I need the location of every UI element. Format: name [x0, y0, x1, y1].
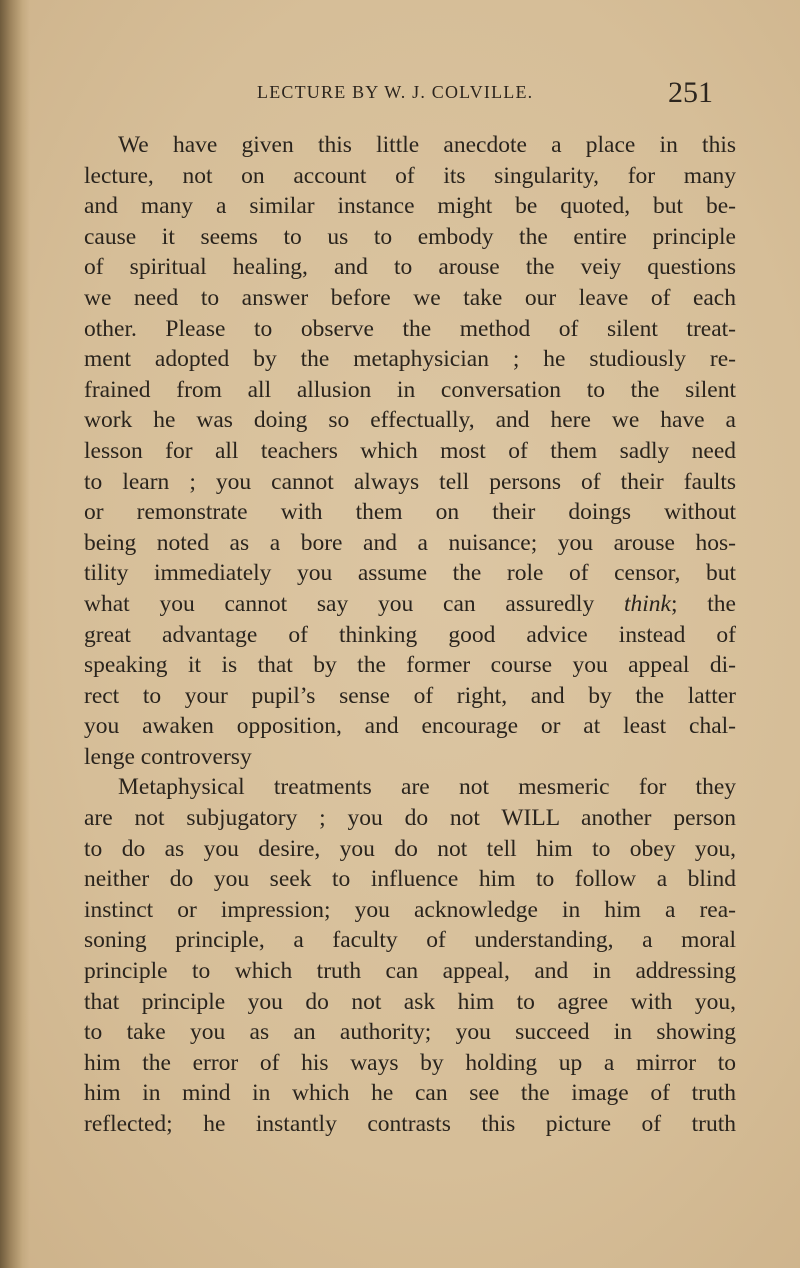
text-line: neither do you seek to influence him to follow a blind: [84, 866, 736, 893]
running-head: LECTURE BY W. J. COLVILLE.: [257, 82, 534, 102]
text-line: rect to your pupil’s sense of right, and by the latter: [84, 682, 736, 709]
text-line: We have given this little anecdote a place in this: [118, 132, 736, 158]
page-header: [0, 76, 800, 110]
text-line: to do as you desire, you do not tell him to obey you,: [84, 835, 736, 862]
text-line: soning principle, a faculty of understanding, a moral: [84, 927, 736, 954]
text-line: tility immediately you assume the role of censor, but: [84, 560, 736, 587]
text-line: to learn ; you cannot always tell persons of their faults: [84, 468, 736, 495]
text-line: reflected; he instantly contrasts this picture of truth: [84, 1111, 736, 1137]
text-line: that principle you do not ask him to agree with you,: [84, 988, 736, 1015]
text-line: are not subjugatory ; you do not WILL another person: [84, 805, 736, 832]
emphasized-word: think: [623, 590, 671, 617]
text-line: or remonstrate with them on their doings without: [84, 499, 736, 526]
text-line: principle to which truth can appeal, and in addressing: [84, 958, 736, 985]
text-line: we need to answer before we take our leave of each: [84, 284, 736, 311]
text-line: and many a similar instance might be quoted, but be-: [84, 193, 736, 220]
text-segment: ; the: [670, 590, 736, 617]
text-line: speaking it is that by the former course you appeal di-: [84, 652, 736, 679]
text-line: him in mind in which he can see the image of truth: [84, 1080, 736, 1107]
text-segment: what you cannot say you can assuredly: [84, 590, 624, 617]
text-line: great advantage of thinking good advice instead of: [84, 621, 736, 648]
text-line: other. Please to observe the method of silent treat-: [84, 315, 736, 342]
text-line: him the error of his ways by holding up a mirror to: [84, 1049, 736, 1076]
body-text: [84, 130, 736, 1140]
text-line: to take you as an authority; you succeed in showing: [84, 1019, 736, 1046]
text-line: being noted as a bore and a nuisance; you arouse hos-: [84, 529, 736, 556]
binding-shadow: [0, 0, 30, 1268]
page-number: 251: [668, 76, 713, 109]
text-line: lecture, not on account of its singularity, for many: [84, 162, 736, 189]
text-line: of spiritual healing, and to arouse the veiy questions: [84, 254, 736, 281]
text-line: lenge controversy: [84, 743, 252, 770]
text-line: you awaken opposition, and encourage or at least chal-: [84, 713, 736, 740]
text-line: work he was doing so effectually, and here we have a: [84, 407, 736, 434]
text-line: frained from all allusion in conversation to the silent: [84, 376, 736, 403]
text-line: cause it seems to us to embody the entire principle: [84, 223, 736, 250]
text-line: ment adopted by the metaphysician ; he studiously re-: [84, 346, 736, 373]
text-line: instinct or impression; you acknowledge in him a rea-: [84, 896, 736, 923]
text-line: lesson for all teachers which most of them sadly need: [84, 437, 736, 464]
text-line: [84, 589, 736, 620]
text-line: Metaphysical treatments are not mesmeric for they: [118, 774, 736, 801]
